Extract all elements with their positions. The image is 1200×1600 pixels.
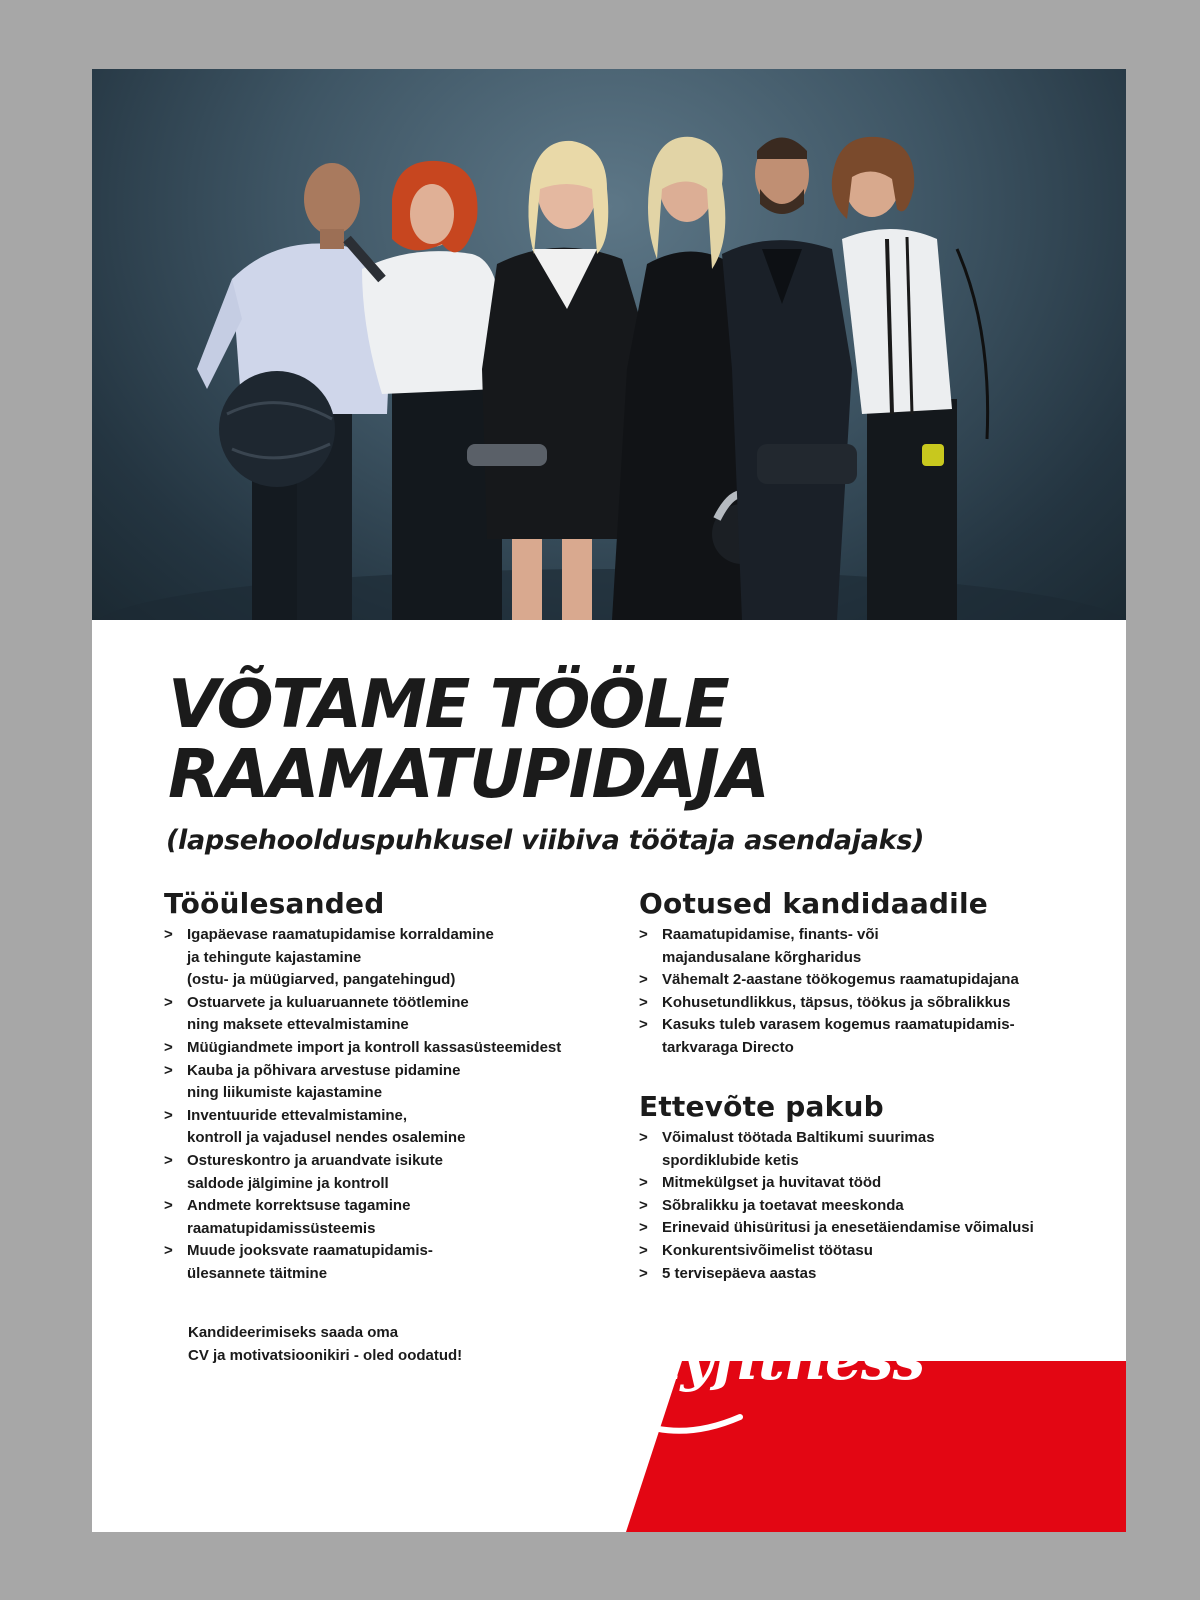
- logo-swoosh-icon: [620, 1325, 980, 1435]
- team-photo: [92, 69, 1126, 620]
- cta-line-2: CV ja motivatsioonikiri - oled oodatud!: [188, 1346, 463, 1364]
- duties-item: > Müügiandmete import ja kontroll kassasüsteemidest: [164, 1037, 634, 1060]
- duties-item: > Ostuarvete ja kuluaruannete töötlemine ning maksete ettevalmistamine: [164, 992, 634, 1037]
- duties-title: Tööülesanded: [164, 887, 385, 920]
- offers-item: > 5 tervisepäeva aastas: [639, 1263, 1109, 1286]
- duties-item: > Muude jooksvate raamatupidamis- ülesannete täitmine: [164, 1240, 634, 1285]
- offers-item: > Mitmekülgset ja huvitavat tööd: [639, 1172, 1109, 1195]
- myfitness-logo: [620, 1325, 980, 1435]
- person-6: [832, 137, 988, 620]
- offers-list: [639, 1127, 1109, 1285]
- expectations-item: > Kohusetundlikkus, täpsus, töökus ja sõbralikkus: [639, 992, 1109, 1015]
- subheadline: (lapsehoolduspuhkusel viibiva töötaja asendajaks): [166, 825, 925, 856]
- expectations-item: > Vähemalt 2-aastane töökogemus raamatupidajana: [639, 969, 1109, 992]
- offers-item: > Sõbralikku ja toetavat meeskonda: [639, 1195, 1109, 1218]
- headline-line-1: VÕTAME TÖÖLE: [168, 665, 728, 743]
- expectations-item: > Raamatupidamise, finants- või majandusalane kõrgharidus: [639, 924, 1109, 969]
- expectations-item: > Kasuks tuleb varasem kogemus raamatupidamis- tarkvaraga Directo: [639, 1014, 1109, 1059]
- offers-item: > Erinevaid ühisüritusi ja enesetäiendamise võimalusi: [639, 1217, 1109, 1240]
- call-to-action: [188, 1322, 462, 1367]
- offers-item: > Võimalust töötada Baltikumi suurimas spordiklubide ketis: [639, 1127, 1109, 1172]
- duties-list: [164, 924, 634, 1286]
- duties-item: > Igapäevase raamatupidamise korraldamine ja tehingute kajastamine (ostu- ja müügiarved, pangatehingud): [164, 924, 634, 992]
- duties-item: > Kauba ja põhivara arvestuse pidamine ning liikumiste kajastamine: [164, 1060, 634, 1105]
- logo-text: myfitness: [620, 1325, 925, 1393]
- group-photo-icon: [92, 69, 1126, 620]
- duties-item: > Ostureskontro ja aruandvate isikute saldode jälgimine ja kontroll: [164, 1150, 634, 1195]
- offers-item: > Konkurentsivõimelist töötasu: [639, 1240, 1109, 1263]
- offers-title: Ettevõte pakub: [639, 1090, 884, 1123]
- person-1: [197, 163, 392, 620]
- cta-line-1: Kandideerimiseks saada oma: [188, 1324, 399, 1341]
- headline: [168, 665, 768, 813]
- expectations-list: [639, 924, 1109, 1060]
- duties-item: > Inventuuride ettevalmistamine, kontroll ja vajadusel nendes osalemine: [164, 1105, 634, 1150]
- person-5: [722, 138, 857, 621]
- job-poster: [92, 69, 1126, 1532]
- expectations-title: Ootused kandidaadile: [639, 887, 988, 920]
- headline-line-2: RAAMATUPIDAJA: [168, 735, 768, 813]
- duties-item: > Andmete korrektsuse tagamine raamatupidamissüsteemis: [164, 1195, 634, 1240]
